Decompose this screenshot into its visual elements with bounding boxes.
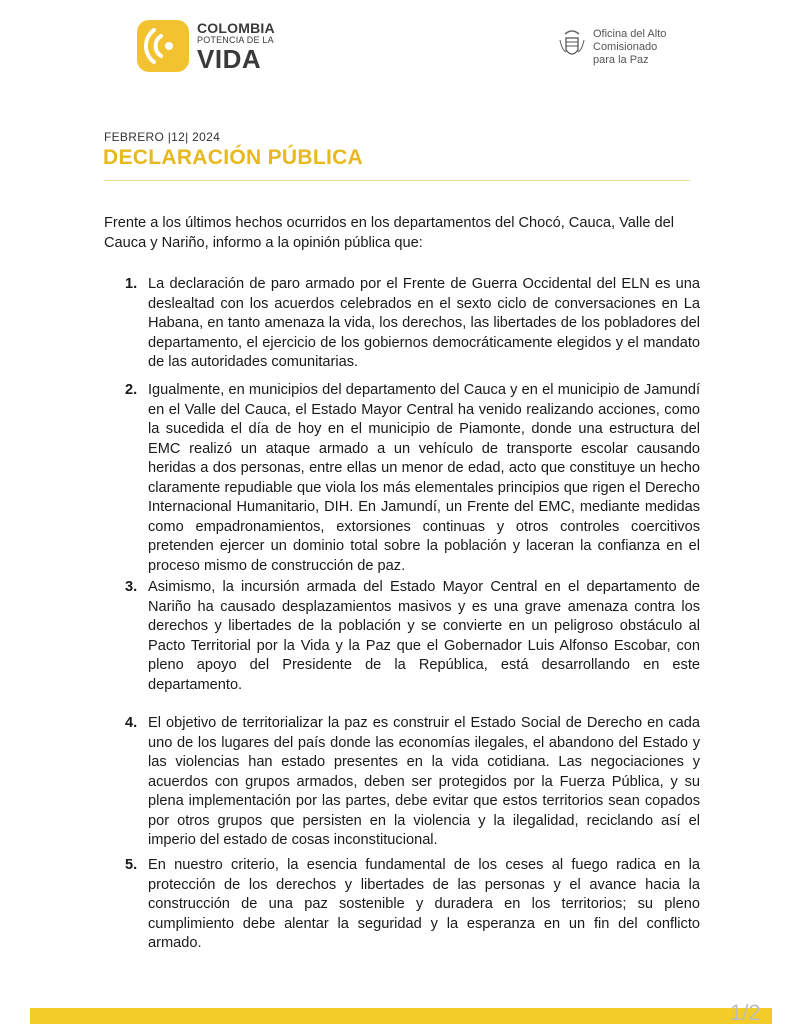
logo-colombia: COLOMBIA xyxy=(197,19,275,36)
logo-vida: VIDA xyxy=(197,43,262,74)
colombia-potencia-de-la-vida-logo xyxy=(137,20,275,72)
document-title: DECLARACIÓN PÚBLICA xyxy=(103,146,364,169)
logo-signal-icon xyxy=(137,20,189,72)
title-divider xyxy=(104,180,690,181)
page-header xyxy=(0,0,802,90)
office-line-1: Oficina del Alto xyxy=(593,28,667,40)
list-item-number: 3. xyxy=(125,579,138,595)
list-item-text: La declaración de paro armado por el Frente de Guerra Occidental del ELN es una deslealtad con los acuerdos celebrados en el sexto ciclo de conversaciones en La Habana, en tanto amenaza la vida, los derechos, las libertades de los pobladores del departamento, el ejercicio de los gobiernos democráticamente elegidos y el mandato de las autoridades comunitarias. xyxy=(148,276,700,370)
list-item xyxy=(125,714,700,851)
list-item-text: Igualmente, en municipios del departamento del Cauca y en el municipio de Jamundí en el Valle del Cauca, el Estado Mayor Central ha venido realizando acciones, como la sucedida el día de hoy en el municipio de Piamonte, donde una estructura del EMC realizó un ataque armado a un vehículo de transporte escolar causando heridas a dos personas, entre ellas un menor de edad, acto que constituye un hecho claramente repudiable que viola los más elementales principios que rigen el Derecho Internacional Humanitario, DIH. En Jamundí, un Frente del EMC, mediante medidas como empadronamientos, extorsiones continuas y otros controles coercitivos pretenden ejercer un dominio total sobre la población y laceran la confianza en el proceso mismo de construcción de paz. xyxy=(148,382,700,574)
office-line-3: para la Paz xyxy=(593,54,649,66)
list-item-text: El objetivo de territorializar la paz es construir el Estado Social de Derecho en cada uno de los lugares del país donde las economías ilegales, el abandono del Estado y las violencias han estado presentes en la vida cotidiana. Las negociaciones y acuerdos con grupos armados, deben ser protegidos por la Fuerza Pública, y su plena implementación por las partes, debe evitar que estos territorios sean copados por otros grupos que persisten en la violencia y la ilegalidad, reciclando así el imperio del estado de cosas inconstitucional. xyxy=(148,715,700,848)
list-item-number: 1. xyxy=(125,276,138,292)
office-name xyxy=(593,28,666,67)
office-line-2: Comisionado xyxy=(593,41,658,53)
list-item-text: En nuestro criterio, la esencia fundamental de los ceses al fuego radica en la protección de los derechos y libertades de las personas y el avance hacia la construcción de una paz sostenible y duradera en los territorios; su pleno cumplimiento debe alentar la seguridad y la esperanza en un fin del conflicto armado. xyxy=(148,857,700,951)
document-date: FEBRERO |12| 2024 xyxy=(104,130,221,144)
logo-potencia: POTENCIA DE LA xyxy=(197,34,274,45)
logo-text xyxy=(197,21,275,72)
footer-bar xyxy=(30,1008,772,1024)
list-item xyxy=(125,275,700,373)
office-logo xyxy=(557,28,666,67)
page-number: 1/2 xyxy=(730,1000,761,1025)
list-item xyxy=(125,381,700,576)
list-item-number: 5. xyxy=(125,857,138,873)
list-item xyxy=(125,856,700,954)
list-item xyxy=(125,578,700,695)
list-item-number: 2. xyxy=(125,382,138,398)
list-item-text: Asimismo, la incursión armada del Estado Mayor Central en el departamento de Nariño ha causado desplazamientos masivos y es una grave amenaza contra los derechos y libertades de la población y se convierte en un peligroso obstáculo al Pacto Territorial por la Vida y la Paz que el Gobernador Luis Alfonso Escobar, con pleno apoyo del Presidente de la República, está desarrollando en este departamento. xyxy=(148,579,700,693)
list-item-number: 4. xyxy=(125,715,138,731)
coat-of-arms-icon xyxy=(557,28,587,62)
intro-paragraph: Frente a los últimos hechos ocurridos en los departamentos del Chocó, Cauca, Valle del Cauca y Nariño, informo a la opinión pública que: xyxy=(104,215,675,251)
